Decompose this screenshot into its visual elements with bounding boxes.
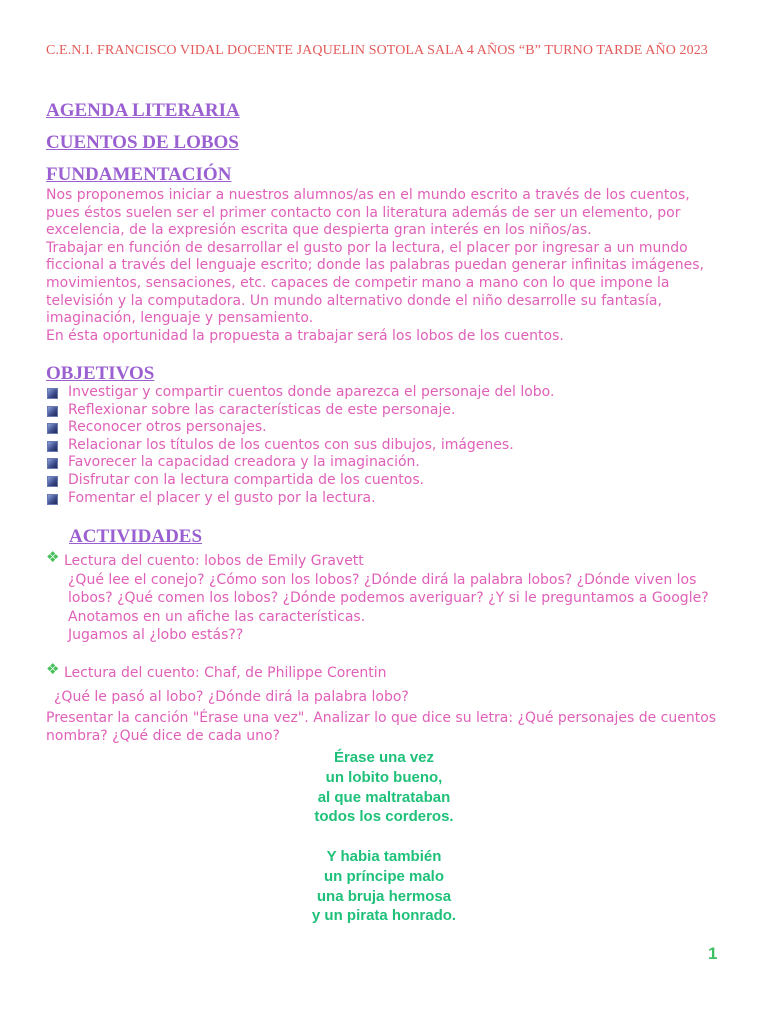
poem-stanza-2	[0, 847, 768, 926]
objetivo-item: Relacionar los títulos de los cuentos con sus dibujos, imágenes.	[46, 437, 726, 455]
actividad-cancion: Presentar la canción "Érase una vez". Analizar lo que dice su letra: ¿Qué personajes de cuentos nombra? ¿Qué dice de cada uno?	[46, 710, 717, 744]
objetivo-item: Disfrutar con la lectura compartida de los cuentos.	[46, 472, 726, 490]
fundamentacion-paragraph-3: En ésta oportunidad la propuesta a trabajar será los lobos de los cuentos.	[46, 327, 564, 344]
poem-line: un lobito bueno,	[325, 768, 443, 786]
objetivos-list	[46, 384, 726, 507]
square-bullet-icon	[47, 458, 58, 469]
objetivo-item: Reflexionar sobre las características de este personaje.	[46, 402, 726, 420]
fundamentacion-paragraph-2: Trabajar en función de desarrollar el gusto por la lectura, el placer por ingresar a un mundo ficcional a través del lenguaje escrito; donde las palabras puedan generar infinitas imágenes, movimientos, sensaciones, etc. capaces de competir mano a mano con lo que impone la televisión y la computadora. Un mundo alternativo donde el niño desarrolle su fantasía, imaginación, lenguaje y pensamiento.	[46, 239, 705, 327]
actividad-2-title: Lectura del cuento: Chaf, de Philippe Corentin	[64, 665, 387, 681]
poem-line: un príncipe malo	[323, 867, 444, 885]
actividad-1-title: Lectura del cuento: lobos de Emily Gravett	[64, 553, 364, 569]
square-bullet-icon	[47, 441, 58, 452]
actividad-2	[46, 660, 736, 683]
fundamentacion-text	[46, 187, 726, 345]
heading-fundamentacion: FUNDAMENTACIÓN	[46, 164, 232, 185]
heading-objetivos: OBJETIVOS	[46, 363, 155, 384]
poem-erase-una-vez	[0, 748, 768, 946]
fundamentacion-paragraph-1: Nos proponemos iniciar a nuestros alumnos/as en el mundo escrito a través de los cuentos, pues éstos suelen ser el primer contacto con la literatura además de ser un elemento, por excelencia, de la expresión escrita que despierta gran interés en los niños/as.	[46, 187, 690, 239]
diamond-bullet-icon: ❖	[46, 548, 60, 566]
poem-stanza-1	[0, 748, 768, 827]
heading-actividades: ACTIVIDADES	[69, 526, 203, 547]
poem-line: y un pirata honrado.	[311, 907, 457, 925]
square-bullet-icon	[47, 476, 58, 487]
objetivo-item: Investigar y compartir cuentos donde aparezca el personaje del lobo.	[46, 384, 726, 402]
actividad-1-afiche: Anotamos en un afiche las características.	[68, 608, 366, 625]
actividad-1-questions: ¿Qué lee el conejo? ¿Cómo son los lobos? ¿Dónde dirá la palabra lobos? ¿Dónde viven los lobos? ¿Qué comen los lobos? ¿Dónde podemos averiguar? ¿Y si le preguntamos a Google?	[68, 571, 709, 606]
page-number: 1	[708, 944, 718, 963]
actividad-1	[46, 548, 736, 645]
poem-line: una bruja hermosa	[316, 887, 452, 905]
actividad-1-juego: Jugamos al ¿lobo estás??	[68, 627, 244, 643]
poem-line: Érase una vez	[333, 749, 435, 766]
objetivo-item: Reconocer otros personajes.	[46, 419, 726, 437]
actividad-2-question: ¿Qué le pasó al lobo? ¿Dónde dirá la palabra lobo?	[54, 689, 409, 705]
poem-line: Y habia también	[326, 847, 442, 865]
objetivo-item: Fomentar el placer y el gusto por la lectura.	[46, 490, 726, 508]
square-bullet-icon	[47, 423, 58, 434]
diamond-bullet-icon: ❖	[46, 660, 60, 678]
poem-line: al que maltrataban	[317, 788, 451, 806]
square-bullet-icon	[47, 388, 58, 399]
objetivo-item: Favorecer la capacidad creadora y la imaginación.	[46, 454, 726, 472]
square-bullet-icon	[47, 494, 58, 505]
poem-line: todos los corderos.	[314, 808, 454, 826]
document-header: C.E.N.I. FRANCISCO VIDAL DOCENTE JAQUELIN SOTOLA SALA 4 AÑOS “B” TURNO TARDE AÑO 2023	[46, 43, 708, 58]
heading-agenda-literaria: AGENDA LITERARIA	[46, 100, 240, 121]
heading-cuentos-de-lobos: CUENTOS DE LOBOS	[46, 132, 239, 153]
square-bullet-icon	[47, 406, 58, 417]
